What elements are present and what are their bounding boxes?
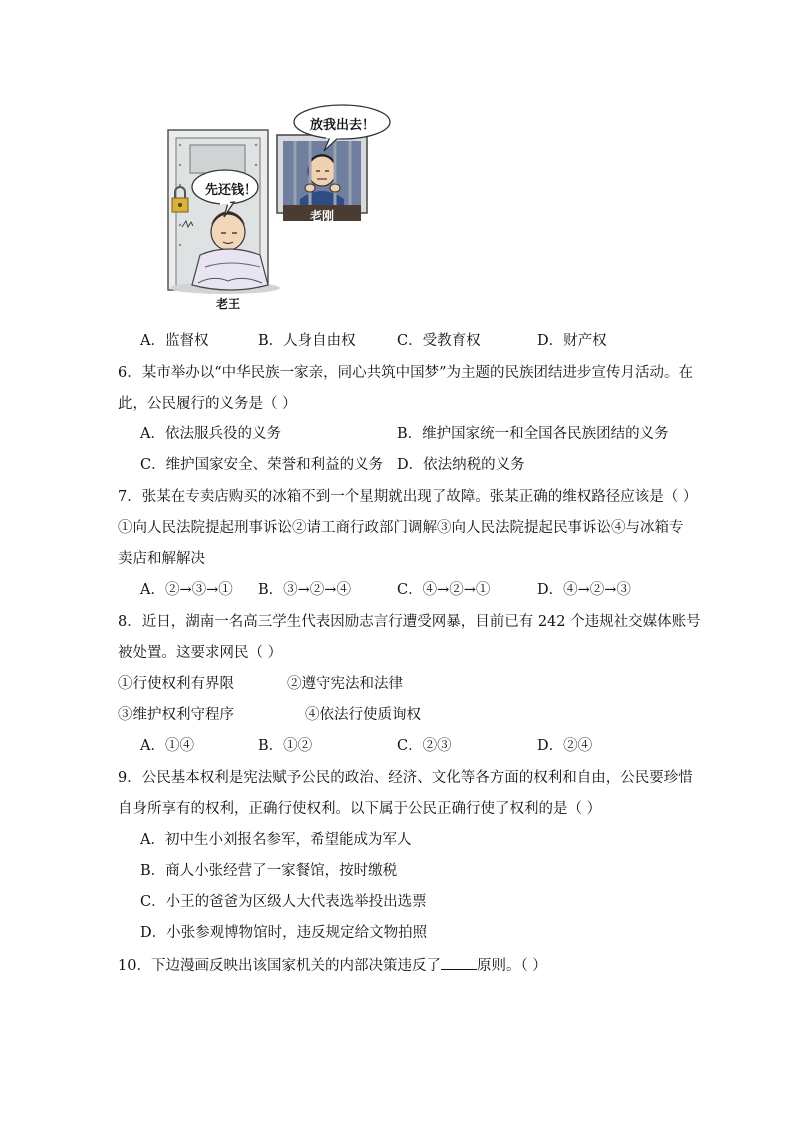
q9-stem-line-1: 9．公民基本权利是宪法赋予公民的政治、经济、文化等各方面的权利和自由，公民要珍惜: [118, 770, 693, 786]
q5-option-a: A．监督权: [140, 333, 209, 349]
q8-item-1: ①行使权利有界限: [118, 676, 234, 692]
q8-option-b: B．①②: [258, 738, 313, 754]
speech-bubble-left: 先还钱！: [205, 183, 258, 198]
q8-item-4: ④依法行使质询权: [305, 707, 421, 723]
q10-answer-blank: [441, 955, 477, 970]
q6-option-d: D．依法纳税的义务: [397, 457, 525, 473]
q5-option-c: C．受教育权: [397, 333, 481, 349]
q7-stem-line-2: ①向人民法院提起刑事诉讼②请工商行政部门调解③向人民法院提起民事诉讼④与冰箱专: [118, 520, 684, 536]
q9-option-a: A．初中生小刘报名参军，希望能成为军人: [140, 832, 412, 848]
q5-option-b: B．人身自由权: [258, 333, 356, 349]
q8-item-2: ②遵守宪法和法律: [287, 676, 403, 692]
q9-option-d: D．小张参观博物馆时，违反规定给文物拍照: [140, 925, 428, 941]
q9-stem-line-2: 自身所享有的权利，正确行使权利。以下属于公民正确行使了权利的是（ ）: [118, 801, 602, 817]
q9-option-b: B．商人小张经营了一家餐馆，按时缴税: [140, 863, 398, 879]
q7-option-c: C．④→②→①: [397, 582, 491, 598]
q10-stem-prefix: 10．下边漫画反映出该国家机关的内部决策违反了: [118, 958, 441, 974]
q7-option-d: D．④→②→③: [537, 582, 631, 598]
q9-option-c: C．小王的爸爸为区级人大代表选举投出选票: [140, 894, 427, 910]
question-10: [118, 955, 547, 976]
q7-stem-line-1: 7．张某在专卖店购买的冰箱不到一个星期就出现了故障。张某正确的维权路径应该是（ ）: [118, 489, 698, 505]
q10-stem-suffix: 原则。（ ）: [476, 958, 547, 974]
speech-bubble-right: 放我出去！: [310, 118, 376, 133]
cartoon-illustration: [150, 95, 410, 320]
q6-option-a: A．依法服兵役的义务: [140, 426, 281, 442]
q6-stem-line-2: 此，公民履行的义务是（ ）: [118, 396, 297, 412]
q7-option-b: B．③→②→④: [258, 582, 351, 598]
q5-option-d: D．财产权: [537, 333, 607, 349]
q6-stem-line-1: 6．某市举办以“中华民族一家亲，同心共筑中国梦”为主题的民族团结进步宣传月活动。在: [118, 365, 694, 381]
q8-option-c: C．②③: [397, 738, 452, 754]
q6-option-b: B．维护国家统一和全国各民族团结的义务: [397, 426, 669, 442]
caption-prisoner: 老刚: [310, 209, 335, 223]
q8-option-a: A．①④: [140, 738, 194, 754]
q8-stem-line-1: 8．近日，湖南一名高三学生代表因励志言行遭受网暴，目前已有 242 个违规社交媒体账号: [118, 614, 701, 630]
q8-stem-line-2: 被处置。这要求网民（ ）: [118, 645, 283, 661]
q7-option-a: A．②→③→①: [140, 582, 233, 598]
q8-item-3: ③维护权利守程序: [118, 707, 234, 723]
q8-option-d: D．②④: [537, 738, 593, 754]
q6-option-c: C．维护国家安全、荣誉和利益的义务: [140, 457, 384, 473]
caption-sitter: 老王: [216, 297, 241, 311]
q7-stem-line-3: 卖店和解解决: [118, 551, 205, 567]
